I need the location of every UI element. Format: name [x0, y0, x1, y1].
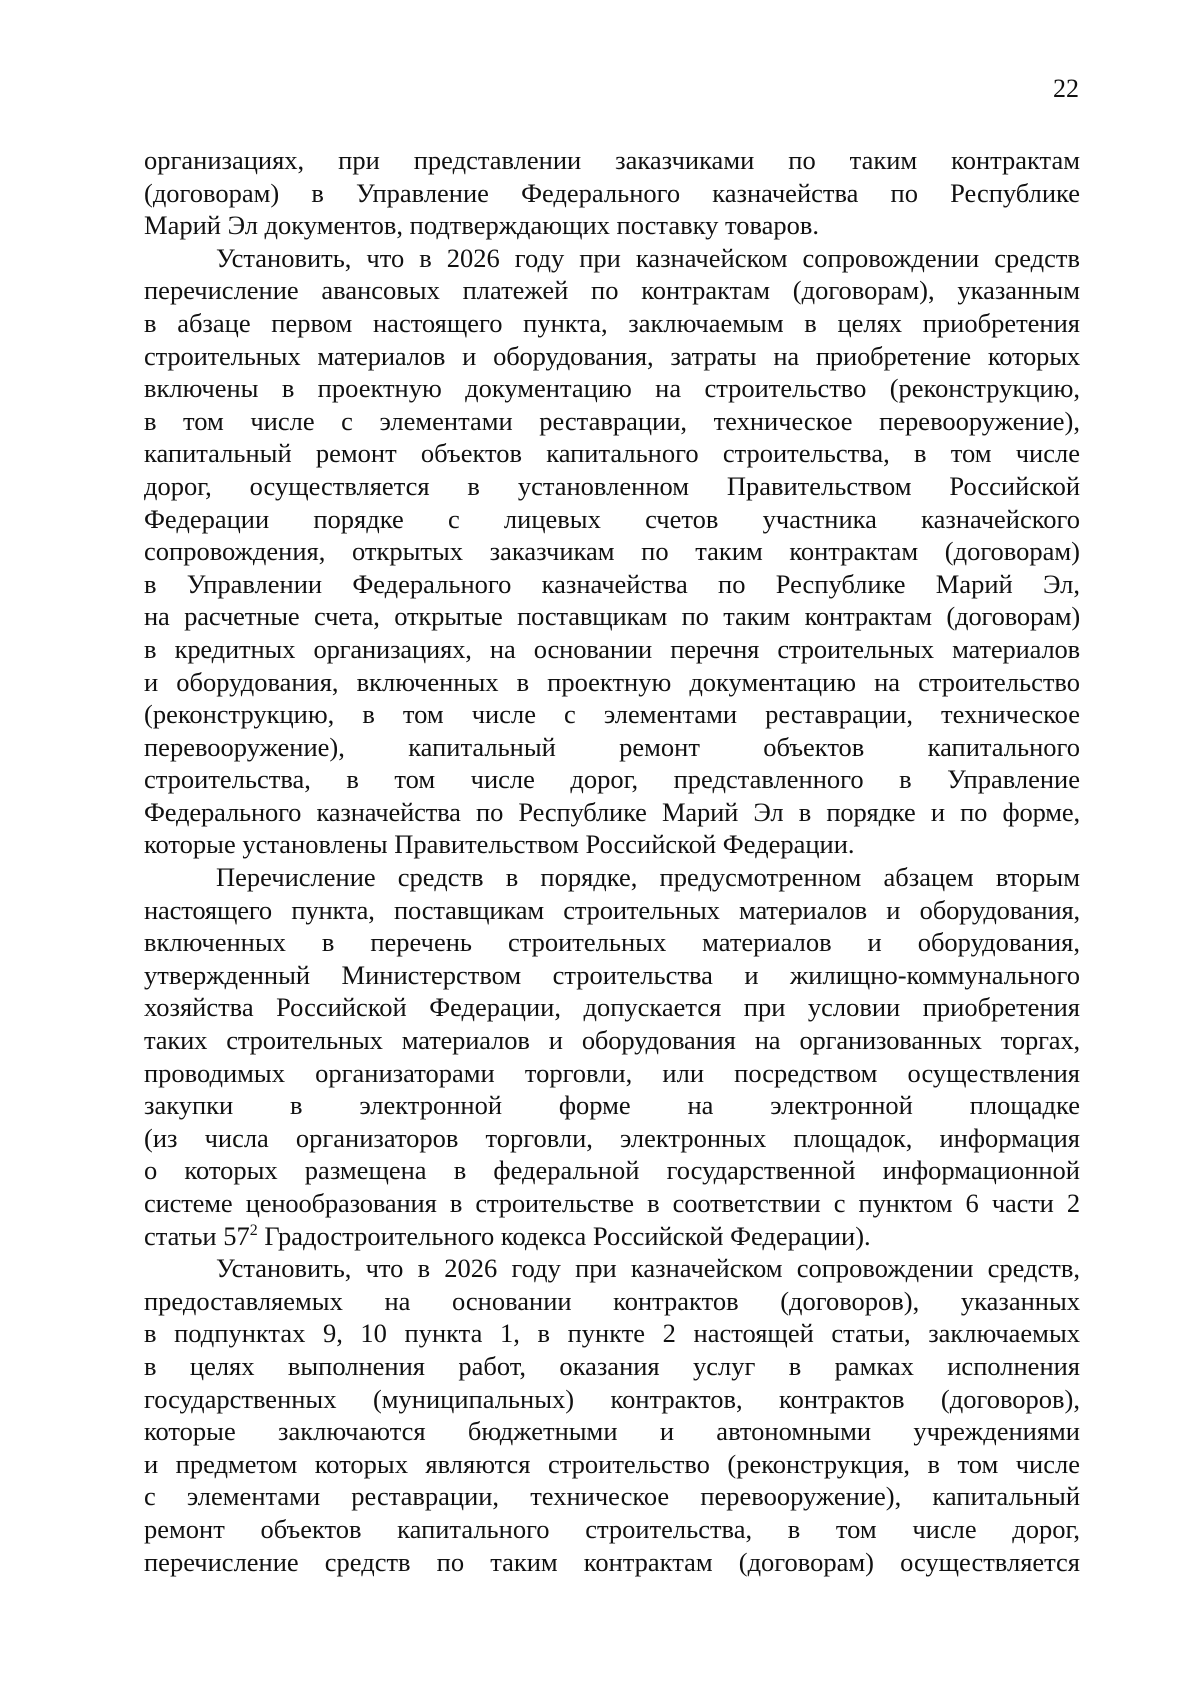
text-line: с элементами реставрации, техническое перевооружение), капитальный [144, 1481, 1080, 1512]
text-line: Федерации порядке с лицевых счетов участника казначейского [144, 503, 1080, 534]
paragraph-4 [144, 1252, 1080, 1578]
text-line: Установить, что в 2026 году при казначейском сопровождении средств [216, 242, 1080, 273]
text-line: в подпунктах 9, 10 пункта 1, в пункте 2 настоящей статьи, заключаемых [144, 1318, 1080, 1349]
text-line: в Управлении Федерального казначейства по Республике Марий Эл, [144, 568, 1080, 599]
text-line: строительных материалов и оборудования, затраты на приобретение которых [144, 340, 1080, 371]
text-line: которые установлены Правительством Российской Федерации. [144, 829, 855, 860]
text-line: в том числе с элементами реставрации, техническое перевооружение), [144, 405, 1080, 436]
paragraph-2 [144, 242, 1080, 861]
text-line: на расчетные счета, открытые поставщикам по таким контрактам (договорам) [144, 601, 1080, 632]
text-line: капитальный ремонт объектов капитального строительства, в том числе [144, 438, 1080, 469]
text-line: в абзаце первом настоящего пункта, заключаемым в целях приобретения [144, 307, 1080, 338]
text-line: Установить, что в 2026 году при казначейском сопровождении средств, [216, 1253, 1080, 1284]
page-number: 22 [1053, 74, 1079, 103]
text-line: предоставляемых на основании контрактов (договоров), указанных [144, 1285, 1080, 1316]
text-line: (из числа организаторов торговли, электронных площадок, информация [144, 1122, 1080, 1153]
text-line: и предметом которых являются строительство (реконструкция, в том числе [144, 1448, 1080, 1479]
text-line: в целях выполнения работ, оказания услуг в рамках исполнения [144, 1350, 1080, 1381]
text-line: строительства, в том числе дорог, представленного в Управление [144, 764, 1080, 795]
text-line: организациях, при представлении заказчиками по таким контрактам [144, 145, 1080, 175]
text-line: сопровождения, открытых заказчикам по таким контрактам (договорам) [144, 536, 1080, 567]
text-fragment: Градостроительного кодекса Российской Федерации). [257, 1220, 871, 1251]
text-line: и оборудования, включенных в проектную документацию на строительство [144, 666, 1080, 697]
text-line: которые заключаются бюджетными и автономными учреждениями [144, 1416, 1080, 1447]
text-line: перечисление авансовых платежей по контрактам (договорам), указанным [144, 275, 1080, 306]
text-line: проводимых организаторами торговли, или посредством осуществления [144, 1057, 1080, 1088]
paragraph-3 [144, 861, 1080, 1252]
text-line: государственных (муниципальных) контрактов, контрактов (договоров), [144, 1383, 1080, 1414]
text-line: в кредитных организациях, на основании перечня строительных материалов [144, 633, 1080, 664]
text-line: перевооружение), капитальный ремонт объектов капитального [144, 731, 1080, 762]
text-line: включенных в перечень строительных материалов и оборудования, [144, 927, 1080, 958]
text-line: (договорам) в Управление Федерального казначейства по Республике [144, 177, 1080, 208]
text-line: включены в проектную документацию на строительство (реконструкцию, [144, 373, 1080, 404]
text-line: ремонт объектов капитального строительства, в том числе дорог, [144, 1513, 1080, 1544]
text-line: утвержденный Министерством строительства и жилищно-коммунального [144, 959, 1080, 990]
text-line: системе ценообразования в строительстве в соответствии с пунктом 6 части 2 [144, 1188, 1080, 1218]
document-body [144, 144, 1080, 1578]
text-line: закупки в электронной форме на электронной площадке [144, 1090, 1080, 1121]
text-line: о которых размещена в федеральной государственной информационной [144, 1155, 1080, 1186]
text-line: перечисление средств по таким контрактам (договорам) осуществляется [144, 1546, 1080, 1577]
text-fragment: статьи 57 [144, 1220, 250, 1251]
text-line: Перечисление средств в порядке, предусмотренном абзацем вторым [216, 862, 1080, 893]
text-line: (реконструкцию, в том числе с элементами реставрации, техническое [144, 699, 1080, 730]
text-line: Марий Эл документов, подтверждающих поставку товаров. [144, 210, 820, 241]
text-line [144, 1220, 1080, 1253]
text-line: хозяйства Российской Федерации, допускается при условии приобретения [144, 992, 1080, 1023]
paragraph-1 [144, 144, 1080, 242]
superscript: 2 [249, 1221, 258, 1239]
text-line: настоящего пункта, поставщикам строительных материалов и оборудования, [144, 894, 1080, 925]
text-line: Федерального казначейства по Республике Марий Эл в порядке и по форме, [144, 796, 1080, 827]
text-line: дорог, осуществляется в установленном Правительством Российской [144, 470, 1080, 501]
text-line: таких строительных материалов и оборудования на организованных торгах, [144, 1025, 1080, 1056]
